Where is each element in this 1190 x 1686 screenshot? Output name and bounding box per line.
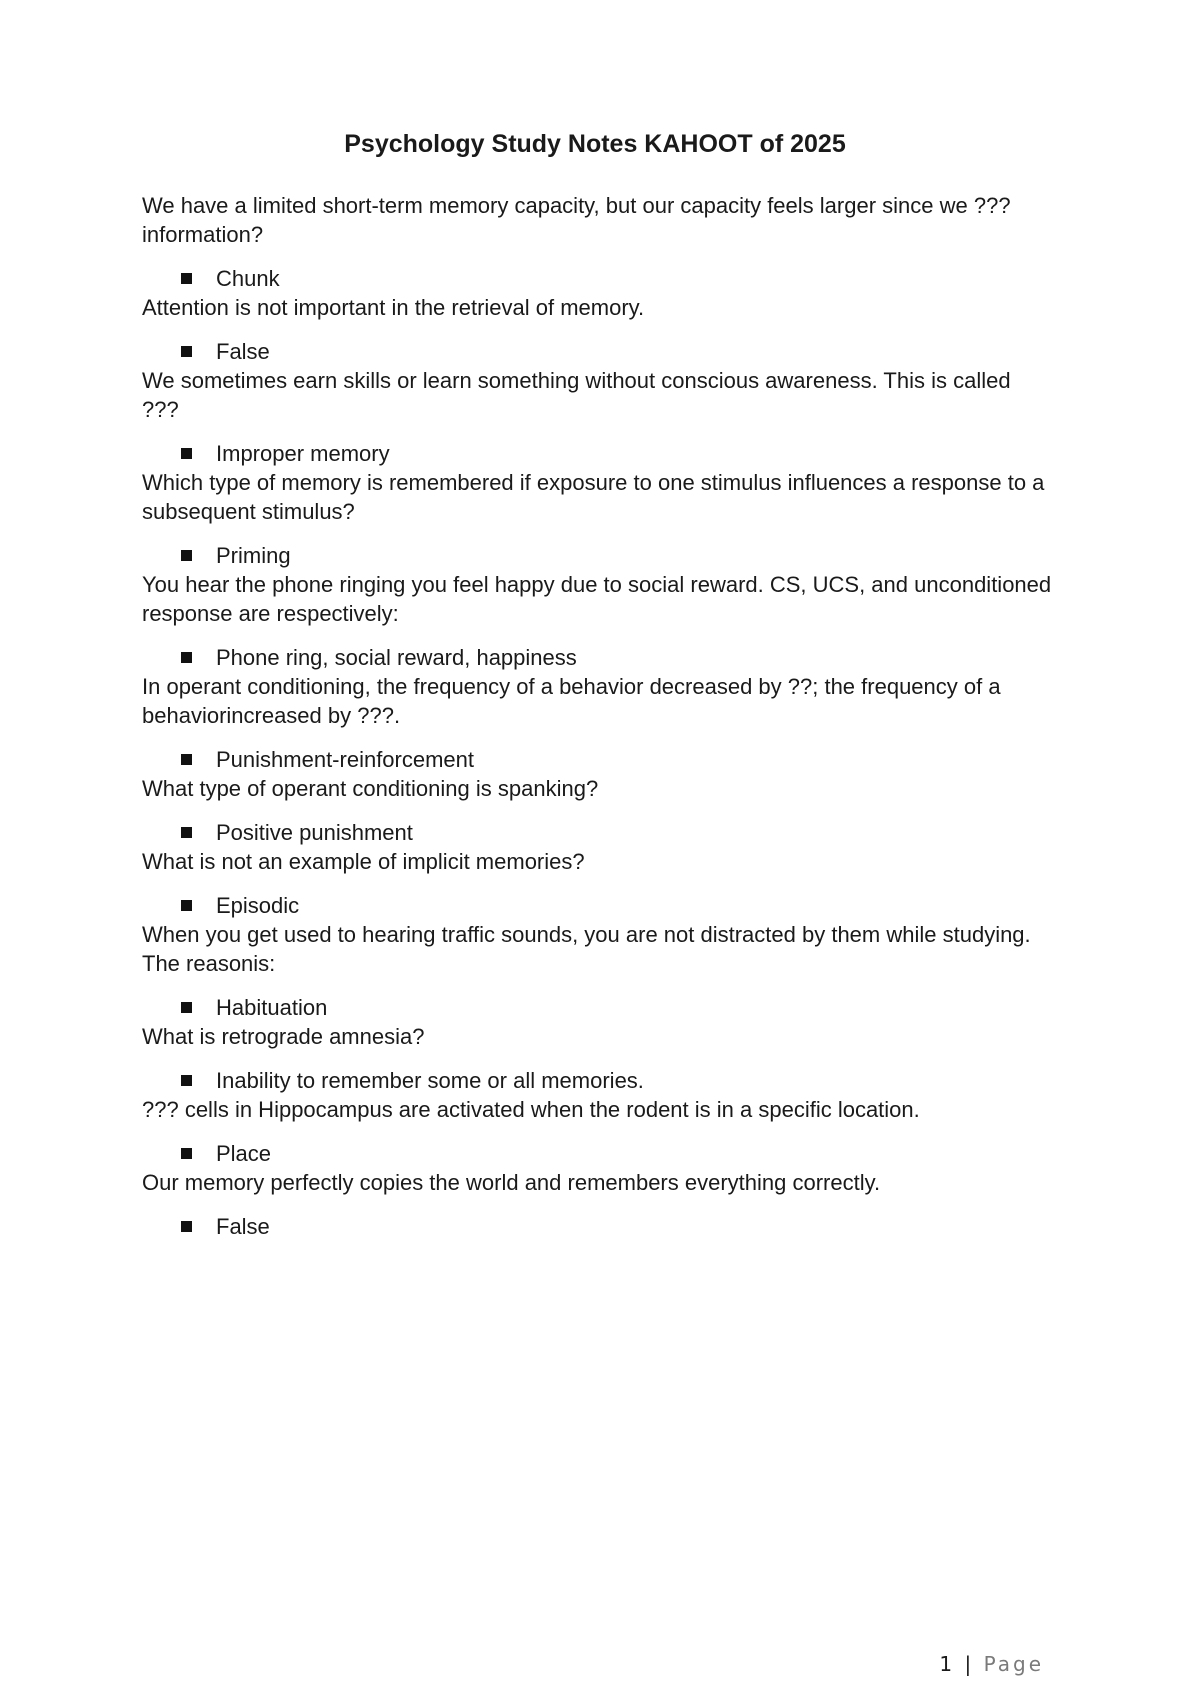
square-bullet-icon (181, 754, 192, 765)
page-label: Page (983, 1652, 1044, 1676)
answer-item (142, 541, 1052, 570)
question-text: What type of operant conditioning is spanking? (142, 776, 599, 801)
answer-item (142, 1212, 1052, 1241)
qa-item (142, 920, 1052, 1022)
square-bullet-icon (181, 1002, 192, 1013)
answer-text: Phone ring, social reward, happiness (216, 645, 577, 670)
qa-item (142, 1022, 1052, 1095)
question-text: What is retrograde amnesia? (142, 1024, 425, 1049)
question-text: In operant conditioning, the frequency of a behavior decreased by ??; the frequency of a behaviorincreased by ???. (142, 674, 1001, 728)
answer-text: Priming (216, 543, 291, 568)
answer-item (142, 1066, 1052, 1095)
answer-text: Episodic (216, 893, 300, 918)
square-bullet-icon (181, 827, 192, 838)
answer-text: Habituation (216, 995, 328, 1020)
page-title: Psychology Study Notes KAHOOT of 2025 (344, 130, 846, 158)
square-bullet-icon (181, 1075, 192, 1086)
square-bullet-icon (181, 550, 192, 561)
question-text: We sometimes earn skills or learn something without conscious awareness. This is called ??? (142, 368, 1011, 422)
answer-text: Inability to remember some or all memories. (216, 1068, 644, 1093)
answer-text: Improper memory (216, 441, 390, 466)
qa-item (142, 1095, 1052, 1168)
answer-text: Positive punishment (216, 820, 413, 845)
question-text: You hear the phone ringing you feel happy due to social reward. CS, UCS, and unconditioned response are respectively: (142, 572, 1052, 626)
page-footer (939, 1652, 1044, 1676)
question-text: ??? cells in Hippocampus are activated when the rodent is in a specific location. (142, 1097, 920, 1122)
answer-item (142, 818, 1052, 847)
answer-item (142, 439, 1052, 468)
square-bullet-icon (181, 900, 192, 911)
answer-text: Chunk (216, 266, 280, 291)
qa-item (142, 570, 1052, 672)
answer-item (142, 993, 1052, 1022)
answer-text: False (216, 1214, 270, 1239)
answer-item (142, 337, 1052, 366)
qa-item (142, 191, 1052, 293)
question-text: Our memory perfectly copies the world and remembers everything correctly. (142, 1170, 881, 1195)
page-number: 1 (939, 1652, 953, 1676)
footer-separator: | (964, 1652, 972, 1676)
qa-item (142, 847, 1052, 920)
square-bullet-icon (181, 652, 192, 663)
square-bullet-icon (181, 448, 192, 459)
answer-item (142, 643, 1052, 672)
square-bullet-icon (181, 346, 192, 357)
question-text: When you get used to hearing traffic sounds, you are not distracted by them while studying. The reasonis: (142, 922, 1031, 976)
question-text: Attention is not important in the retrieval of memory. (142, 295, 645, 320)
question-answer-list (142, 191, 1052, 1241)
question-text: What is not an example of implicit memories? (142, 849, 585, 874)
question-text: We have a limited short-term memory capacity, but our capacity feels larger since we ???information? (142, 193, 1011, 247)
square-bullet-icon (181, 1221, 192, 1232)
question-text: Which type of memory is remembered if exposure to one stimulus influences a response to a subsequent stimulus? (142, 470, 1045, 524)
square-bullet-icon (181, 273, 192, 284)
qa-item (142, 672, 1052, 774)
answer-text: Place (216, 1141, 272, 1166)
qa-item (142, 468, 1052, 570)
answer-item (142, 1139, 1052, 1168)
qa-item (142, 293, 1052, 366)
answer-text: False (216, 339, 270, 364)
answer-text: Punishment-reinforcement (216, 747, 475, 772)
qa-item (142, 1168, 1052, 1241)
answer-item (142, 891, 1052, 920)
qa-item (142, 366, 1052, 468)
square-bullet-icon (181, 1148, 192, 1159)
qa-item (142, 774, 1052, 847)
answer-item (142, 745, 1052, 774)
answer-item (142, 264, 1052, 293)
